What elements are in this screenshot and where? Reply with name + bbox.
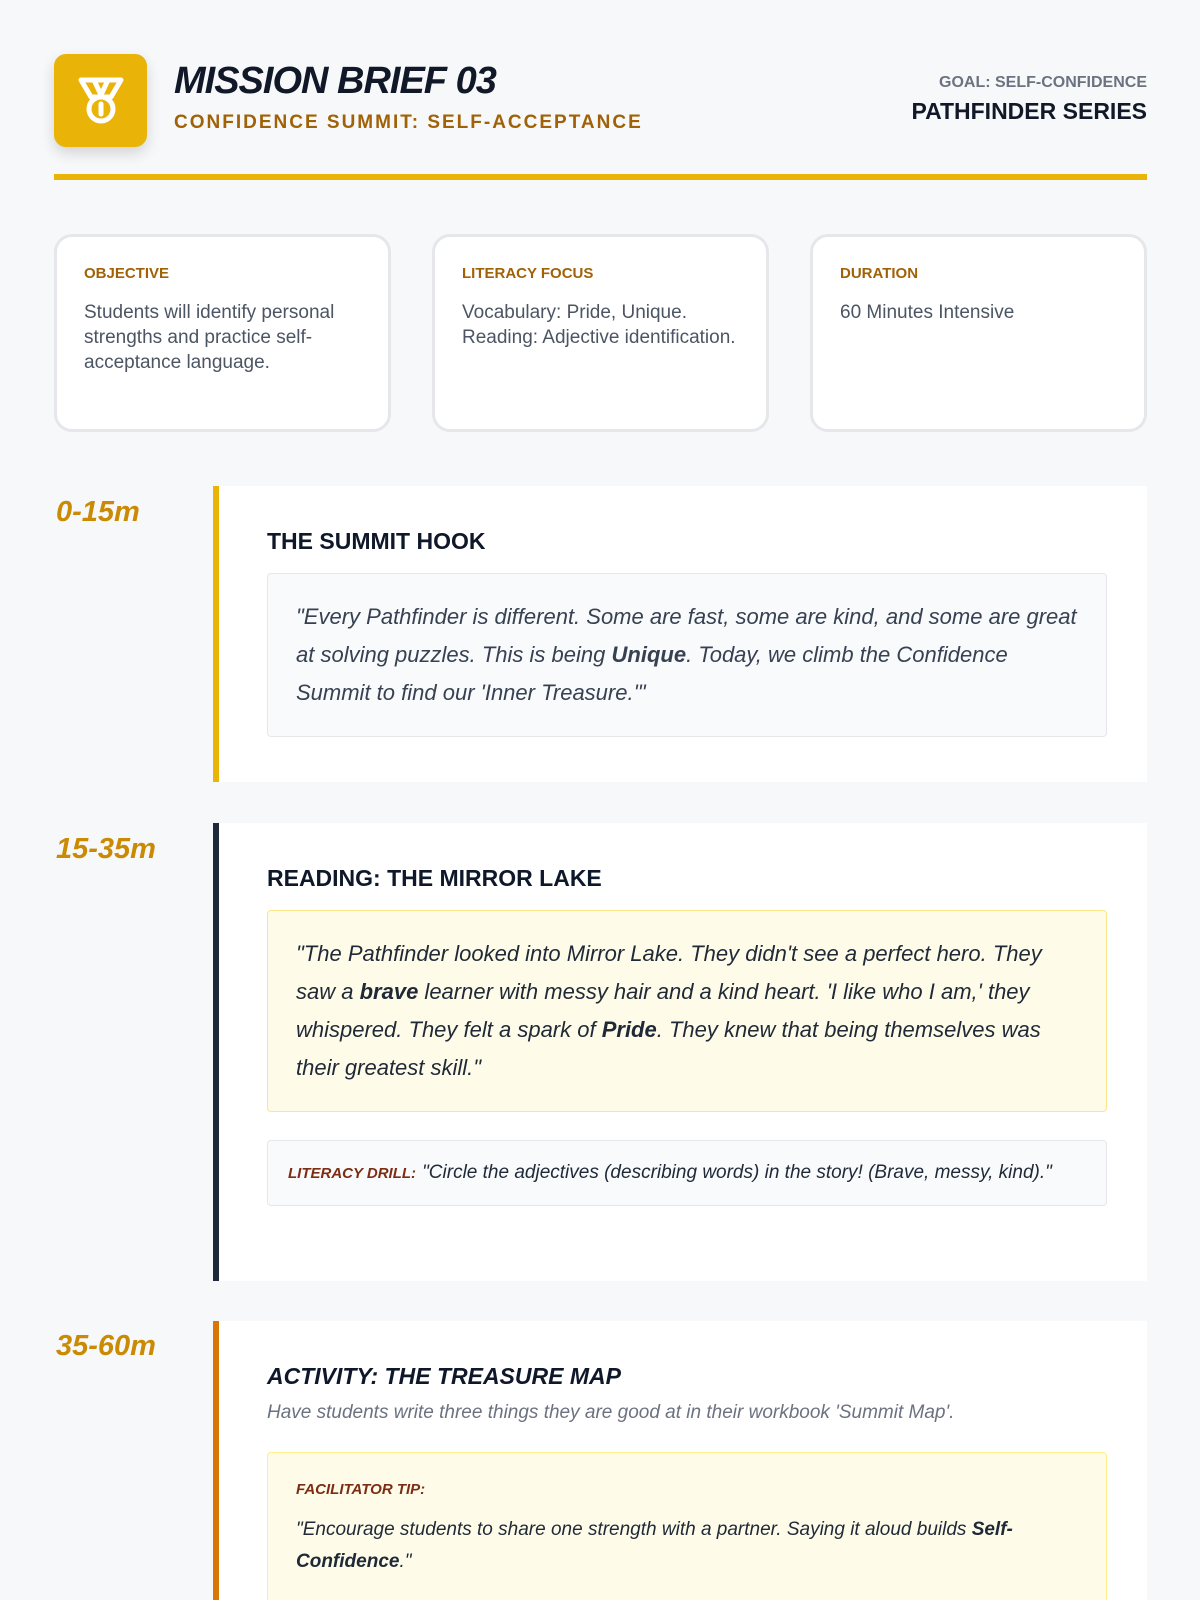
literacy-drill <box>267 1140 1107 1206</box>
mirror-lake-section <box>213 823 1147 1281</box>
quote-emphasis: Unique <box>611 642 687 667</box>
section-title: ACTIVITY: THE TREASURE MAP <box>267 1363 621 1389</box>
card-label: DURATION <box>840 265 919 282</box>
quote-emphasis: brave <box>359 979 419 1004</box>
header <box>54 54 1147 180</box>
quote-text: . They knew that being themselves was their greatest skill." <box>296 1017 1041 1080</box>
section-title: THE SUMMIT HOOK <box>267 528 486 554</box>
literacy-focus-card <box>432 234 769 432</box>
medal-icon <box>75 75 127 127</box>
card-text: 60 Minutes Intensive <box>840 302 1015 323</box>
section-time: 0-15m <box>56 496 140 528</box>
series-label: PATHFINDER SERIES <box>911 98 1147 124</box>
tip-emphasis: Self-Confidence <box>296 1519 1013 1572</box>
card-label: LITERACY FOCUS <box>462 265 594 282</box>
treasure-map-section <box>213 1321 1147 1600</box>
section-title: READING: THE MIRROR LAKE <box>267 865 602 891</box>
card-text: Students will identify personal strengths and practice self-acceptance language. <box>84 302 335 373</box>
summary-cards <box>54 234 1147 432</box>
tip-text-part: "Encourage students to share one strength with a partner. Saying it aloud builds <box>296 1519 972 1540</box>
card-text: Vocabulary: Pride, Unique. Reading: Adjective identification. <box>462 302 736 348</box>
quote-text: . Today, we climb the Confidence Summit to find our 'Inner Treasure.'" <box>296 642 1008 705</box>
objective-card <box>54 234 391 432</box>
page-title: MISSION BRIEF 03 <box>174 60 496 102</box>
hook-quote <box>267 573 1107 737</box>
quote-text: learner with messy hair and a kind heart. 'I like who I am,' they whispered. They felt a spark of <box>296 979 1030 1042</box>
drill-label: LITERACY DRILL: <box>288 1165 417 1182</box>
section-time: 15-35m <box>56 833 156 865</box>
drill-text: "Circle the adjectives (describing words) in the story! (Brave, messy, kind)." <box>422 1162 1052 1183</box>
card-label: OBJECTIVE <box>84 265 170 282</box>
section-time: 35-60m <box>56 1330 156 1362</box>
quote-emphasis: Pride <box>601 1017 657 1042</box>
quote-text: "Every Pathfinder is different. Some are fast, some are kind, and some are great at solving puzzles. This is being <box>296 604 1077 667</box>
duration-card <box>810 234 1147 432</box>
summit-hook-section <box>213 486 1147 782</box>
tip-text <box>296 1514 1078 1578</box>
story-quote <box>267 910 1107 1112</box>
facilitator-tip <box>267 1452 1107 1600</box>
medal-badge <box>54 54 147 147</box>
goal-label: GOAL: SELF-CONFIDENCE <box>939 74 1147 91</box>
tip-label: FACILITATOR TIP: <box>296 1481 426 1498</box>
tip-text-part: ." <box>399 1551 412 1572</box>
activity-instruction: Have students write three things they are good at in their workbook 'Summit Map'. <box>267 1402 955 1423</box>
quote-text: "The Pathfinder looked into Mirror Lake. They didn't see a perfect hero. They saw a <box>296 941 1042 1004</box>
page-subtitle: CONFIDENCE SUMMIT: SELF-ACCEPTANCE <box>174 112 643 133</box>
